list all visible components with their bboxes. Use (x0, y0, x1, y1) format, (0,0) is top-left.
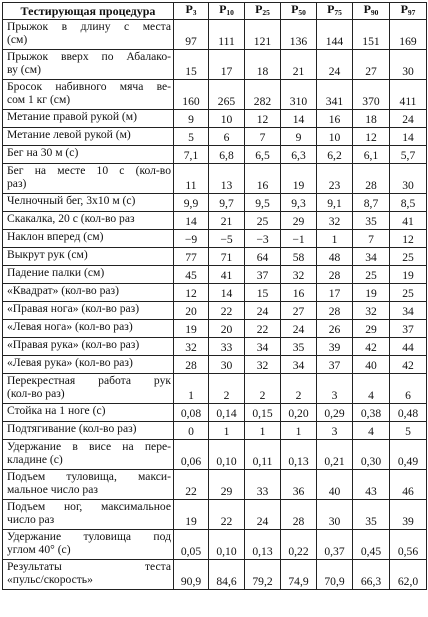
procedure-label-line: Подъем туловища, макси- (7, 470, 171, 483)
value-cell: 25 (353, 266, 390, 284)
value-cell: 28 (317, 302, 353, 320)
procedure-cell (3, 440, 174, 470)
procedure-label-line: Скакалка, 20 с (кол-во раз (7, 212, 135, 225)
procedure-cell (3, 320, 174, 338)
value-cell: 66,3 (353, 560, 390, 590)
procedure-cell (3, 500, 174, 530)
value-cell: 40 (353, 356, 390, 374)
value-cell: 15 (245, 284, 281, 302)
procedure-cell (3, 212, 174, 230)
value-cell: 32 (174, 338, 209, 356)
value-cell: 14 (390, 128, 427, 146)
procedure-label-line: «Квадрат» (кол-во раз) (7, 284, 119, 297)
value-cell: −5 (209, 230, 245, 248)
value-cell: 5,7 (390, 146, 427, 164)
procedure-cell (3, 20, 174, 50)
table-row (3, 20, 427, 50)
procedure-cell (3, 530, 174, 560)
value-cell: 1 (317, 230, 353, 248)
value-cell: 1 (209, 422, 245, 440)
value-cell: 25 (245, 212, 281, 230)
value-cell: 121 (245, 20, 281, 50)
header-p10-sub: 10 (226, 8, 234, 17)
value-cell: 0,56 (390, 530, 427, 560)
table-row (3, 440, 427, 470)
value-cell: 6,8 (209, 146, 245, 164)
value-cell: 27 (281, 302, 317, 320)
value-cell: 0,29 (317, 404, 353, 422)
header-p97 (390, 3, 427, 20)
procedure-cell (3, 128, 174, 146)
value-cell: 341 (317, 80, 353, 110)
value-cell: 29 (209, 470, 245, 500)
header-p75-sub: 75 (334, 8, 342, 17)
value-cell: 18 (353, 110, 390, 128)
value-cell: 16 (281, 284, 317, 302)
value-cell: 0,20 (281, 404, 317, 422)
value-cell: 1 (281, 422, 317, 440)
value-cell: 62,0 (390, 560, 427, 590)
procedure-label-line: Удержание в висе на пере- (7, 440, 171, 453)
value-cell: 2 (281, 374, 317, 404)
procedure-label-line: Челночный бег, 3х10 м (с) (7, 194, 136, 207)
value-cell: 28 (281, 500, 317, 530)
table-row (3, 248, 427, 266)
value-cell: 3 (317, 374, 353, 404)
value-cell: 0,37 (317, 530, 353, 560)
table-row (3, 302, 427, 320)
value-cell: 9,3 (281, 194, 317, 212)
procedure-cell (3, 80, 174, 110)
value-cell: 37 (390, 320, 427, 338)
value-cell: 10 (317, 128, 353, 146)
table-row (3, 374, 427, 404)
value-cell: 9,7 (209, 194, 245, 212)
value-cell: 90,9 (174, 560, 209, 590)
value-cell: 30 (390, 164, 427, 194)
value-cell: 2 (245, 374, 281, 404)
value-cell: 160 (174, 80, 209, 110)
value-cell: 7 (245, 128, 281, 146)
header-p97-sub: 97 (407, 8, 416, 17)
value-cell: 64 (245, 248, 281, 266)
value-cell: 111 (209, 20, 245, 50)
value-cell: 0,30 (353, 440, 390, 470)
value-cell: 6,5 (245, 146, 281, 164)
value-cell: 21 (209, 212, 245, 230)
value-cell: 16 (245, 164, 281, 194)
header-p50 (281, 3, 317, 20)
value-cell: 1 (174, 374, 209, 404)
value-cell: 12 (353, 128, 390, 146)
value-cell: 9,5 (245, 194, 281, 212)
procedure-label-line: Прыжок в длину с места (7, 20, 171, 33)
value-cell: 7 (353, 230, 390, 248)
value-cell: 35 (281, 338, 317, 356)
value-cell: 24 (245, 302, 281, 320)
value-cell: 0,48 (390, 404, 427, 422)
value-cell: 0,08 (174, 404, 209, 422)
value-cell: 58 (281, 248, 317, 266)
table-row (3, 470, 427, 500)
procedure-label-line: ву (см) (7, 63, 41, 76)
table-body (3, 20, 427, 590)
procedure-label-line: число раз (7, 513, 55, 526)
value-cell: 14 (209, 284, 245, 302)
value-cell: −3 (245, 230, 281, 248)
procedure-label-line: сом 1 кг (см) (7, 93, 71, 106)
value-cell: 21 (281, 50, 317, 80)
table-row (3, 194, 427, 212)
value-cell: 9,1 (317, 194, 353, 212)
value-cell: 0,38 (353, 404, 390, 422)
procedure-label-line: Удержание туловища под (7, 530, 171, 543)
value-cell: 24 (281, 320, 317, 338)
procedure-label-line: Подтягивание (кол-во раз) (7, 422, 137, 435)
procedure-label-line: Стойка на 1 ноге (с) (7, 404, 106, 417)
value-cell: 34 (390, 302, 427, 320)
procedure-cell (3, 50, 174, 80)
value-cell: 0 (174, 422, 209, 440)
value-cell: 35 (353, 212, 390, 230)
value-cell: −1 (281, 230, 317, 248)
value-cell: 84,6 (209, 560, 245, 590)
value-cell: 19 (353, 284, 390, 302)
procedure-cell (3, 266, 174, 284)
header-procedure: Тестирующая процедура (3, 3, 174, 20)
value-cell: 9,9 (174, 194, 209, 212)
table-row (3, 128, 427, 146)
procedure-label-line: Подъем ног, максимальное (7, 500, 171, 513)
value-cell: 39 (317, 338, 353, 356)
header-p90-sub: 90 (370, 8, 379, 17)
value-cell: 23 (317, 164, 353, 194)
value-cell: 0,15 (245, 404, 281, 422)
value-cell: 26 (317, 320, 353, 338)
value-cell: 12 (174, 284, 209, 302)
value-cell: 22 (209, 500, 245, 530)
value-cell: 370 (353, 80, 390, 110)
value-cell: 14 (174, 212, 209, 230)
value-cell: 45 (174, 266, 209, 284)
value-cell: 3 (317, 422, 353, 440)
value-cell: 265 (209, 80, 245, 110)
value-cell: 10 (209, 110, 245, 128)
procedure-label-line: Наклон вперед (см) (7, 230, 104, 243)
value-cell: 20 (174, 302, 209, 320)
procedure-label-line: Бег на месте 10 с (кол-во (7, 164, 171, 177)
value-cell: 310 (281, 80, 317, 110)
value-cell: 39 (390, 500, 427, 530)
procedure-label-line: Бросок набивного мяча ве- (7, 80, 171, 93)
value-cell: 33 (245, 470, 281, 500)
value-cell: 19 (390, 266, 427, 284)
value-cell: 169 (390, 20, 427, 50)
header-p3-base: P (185, 2, 193, 16)
procedure-label-line: «Левая рука» (кол-во раз) (7, 356, 133, 369)
value-cell: 79,2 (245, 560, 281, 590)
table-row (3, 320, 427, 338)
value-cell: 37 (245, 266, 281, 284)
value-cell: 40 (317, 470, 353, 500)
value-cell: 144 (317, 20, 353, 50)
value-cell: 29 (281, 212, 317, 230)
procedure-cell (3, 302, 174, 320)
value-cell: 6,1 (353, 146, 390, 164)
header-p97-base: P (400, 2, 408, 16)
header-p10-base: P (219, 2, 227, 16)
header-p25 (245, 3, 281, 20)
procedure-label-line: (см) (7, 33, 28, 46)
procedure-label-line: углом 40° (с) (7, 543, 71, 556)
table-row (3, 80, 427, 110)
value-cell: 32 (281, 266, 317, 284)
value-cell: 34 (245, 338, 281, 356)
procedure-cell (3, 110, 174, 128)
procedure-label-line: «пульс/скорость» (7, 573, 93, 586)
value-cell: 6,2 (317, 146, 353, 164)
header-p25-sub: 25 (262, 8, 270, 17)
value-cell: −9 (174, 230, 209, 248)
value-cell: 136 (281, 20, 317, 50)
value-cell: 9 (281, 128, 317, 146)
value-cell: 97 (174, 20, 209, 50)
procedure-label-line: Перекрестная работа рук (7, 374, 171, 387)
value-cell: 14 (281, 110, 317, 128)
value-cell: 11 (174, 164, 209, 194)
value-cell: 71 (209, 248, 245, 266)
table-row (3, 212, 427, 230)
procedure-label-line: Падение палки (см) (7, 266, 105, 279)
value-cell: 30 (390, 50, 427, 80)
table-row (3, 530, 427, 560)
value-cell: 4 (353, 422, 390, 440)
value-cell: 0,05 (174, 530, 209, 560)
header-p10 (209, 3, 245, 20)
value-cell: 0,13 (281, 440, 317, 470)
procedure-cell (3, 422, 174, 440)
value-cell: 151 (353, 20, 390, 50)
header-p90 (353, 3, 390, 20)
value-cell: 48 (317, 248, 353, 266)
header-p25-base: P (255, 2, 263, 16)
value-cell: 6 (390, 374, 427, 404)
procedure-cell (3, 164, 174, 194)
value-cell: 5 (174, 128, 209, 146)
value-cell: 37 (317, 356, 353, 374)
value-cell: 32 (317, 212, 353, 230)
procedure-label-line: раз) (7, 177, 27, 190)
value-cell: 12 (390, 230, 427, 248)
value-cell: 0,11 (245, 440, 281, 470)
value-cell: 8,7 (353, 194, 390, 212)
procedure-cell (3, 248, 174, 266)
table-row (3, 422, 427, 440)
value-cell: 70,9 (317, 560, 353, 590)
procedure-label-line: «Правая нога» (кол-во раз) (7, 302, 140, 315)
procedure-cell (3, 404, 174, 422)
procedure-cell (3, 356, 174, 374)
value-cell: 28 (174, 356, 209, 374)
value-cell: 0,06 (174, 440, 209, 470)
table-row (3, 560, 427, 590)
value-cell: 0,13 (245, 530, 281, 560)
header-p90-base: P (363, 2, 371, 16)
value-cell: 5 (390, 422, 427, 440)
value-cell: 16 (317, 110, 353, 128)
procedure-cell (3, 374, 174, 404)
procedure-label-line: мальное число раз (7, 483, 98, 496)
value-cell: 32 (245, 356, 281, 374)
procedure-label-line: Результаты теста (7, 560, 171, 573)
value-cell: 30 (209, 356, 245, 374)
value-cell: 6 (209, 128, 245, 146)
table-row (3, 230, 427, 248)
header-p50-base: P (291, 2, 299, 16)
table-row (3, 110, 427, 128)
procedure-cell (3, 338, 174, 356)
procedure-cell (3, 470, 174, 500)
procedure-label-line: Метание левой рукой (м) (7, 128, 131, 141)
value-cell: 30 (317, 500, 353, 530)
header-p3-sub: 3 (192, 8, 197, 17)
value-cell: 12 (245, 110, 281, 128)
value-cell: 27 (353, 50, 390, 80)
value-cell: 0,10 (209, 440, 245, 470)
value-cell: 41 (390, 212, 427, 230)
header-p75-base: P (327, 2, 335, 16)
value-cell: 19 (281, 164, 317, 194)
procedure-label-line: «Правая рука» (кол-во раз) (7, 338, 140, 351)
procedure-cell (3, 194, 174, 212)
header-p50-sub: 50 (298, 8, 306, 17)
table-row (3, 146, 427, 164)
value-cell: 7,1 (174, 146, 209, 164)
value-cell: 22 (245, 320, 281, 338)
value-cell: 77 (174, 248, 209, 266)
header-row (3, 3, 427, 20)
table-row (3, 356, 427, 374)
value-cell: 22 (174, 470, 209, 500)
value-cell: 28 (353, 164, 390, 194)
value-cell: 2 (209, 374, 245, 404)
value-cell: 42 (353, 338, 390, 356)
table-row (3, 500, 427, 530)
table-row (3, 266, 427, 284)
value-cell: 18 (245, 50, 281, 80)
value-cell: 32 (353, 302, 390, 320)
value-cell: 34 (281, 356, 317, 374)
value-cell: 43 (353, 470, 390, 500)
value-cell: 29 (353, 320, 390, 338)
procedure-cell (3, 230, 174, 248)
value-cell: 41 (209, 266, 245, 284)
procedure-label-line: кладине (с) (7, 453, 63, 466)
value-cell: 0,10 (209, 530, 245, 560)
value-cell: 0,21 (317, 440, 353, 470)
procedure-label-line: Прыжок вверх по Абалако- (7, 50, 171, 63)
value-cell: 25 (390, 284, 427, 302)
value-cell: 19 (174, 500, 209, 530)
value-cell: 44 (390, 338, 427, 356)
value-cell: 74,9 (281, 560, 317, 590)
value-cell: 24 (390, 110, 427, 128)
value-cell: 411 (390, 80, 427, 110)
percentile-table (2, 2, 427, 590)
value-cell: 22 (209, 302, 245, 320)
value-cell: 1 (245, 422, 281, 440)
value-cell: 0,45 (353, 530, 390, 560)
value-cell: 24 (245, 500, 281, 530)
value-cell: 17 (317, 284, 353, 302)
table-row (3, 338, 427, 356)
value-cell: 0,22 (281, 530, 317, 560)
procedure-label-line: Метание правой рукой (м) (7, 110, 137, 123)
value-cell: 0,49 (390, 440, 427, 470)
value-cell: 13 (209, 164, 245, 194)
value-cell: 25 (390, 248, 427, 266)
procedure-cell (3, 146, 174, 164)
table-row (3, 164, 427, 194)
value-cell: 282 (245, 80, 281, 110)
procedure-label-line: (кол-во раз) (7, 387, 65, 400)
procedure-cell (3, 284, 174, 302)
table-row (3, 50, 427, 80)
table-row (3, 284, 427, 302)
value-cell: 15 (174, 50, 209, 80)
value-cell: 8,5 (390, 194, 427, 212)
value-cell: 24 (317, 50, 353, 80)
value-cell: 17 (209, 50, 245, 80)
header-p75 (317, 3, 353, 20)
value-cell: 34 (353, 248, 390, 266)
value-cell: 6,3 (281, 146, 317, 164)
value-cell: 28 (317, 266, 353, 284)
procedure-label-line: Бег на 30 м (с) (7, 146, 79, 159)
value-cell: 19 (174, 320, 209, 338)
table-row (3, 404, 427, 422)
value-cell: 33 (209, 338, 245, 356)
value-cell: 36 (281, 470, 317, 500)
procedure-cell (3, 560, 174, 590)
value-cell: 9 (174, 110, 209, 128)
header-p3 (174, 3, 209, 20)
value-cell: 20 (209, 320, 245, 338)
value-cell: 0,14 (209, 404, 245, 422)
value-cell: 35 (353, 500, 390, 530)
procedure-label-line: Выкрут рук (см) (7, 248, 88, 261)
procedure-label-line: «Левая нога» (кол-во раз) (7, 320, 133, 333)
value-cell: 42 (390, 356, 427, 374)
value-cell: 4 (353, 374, 390, 404)
value-cell: 46 (390, 470, 427, 500)
